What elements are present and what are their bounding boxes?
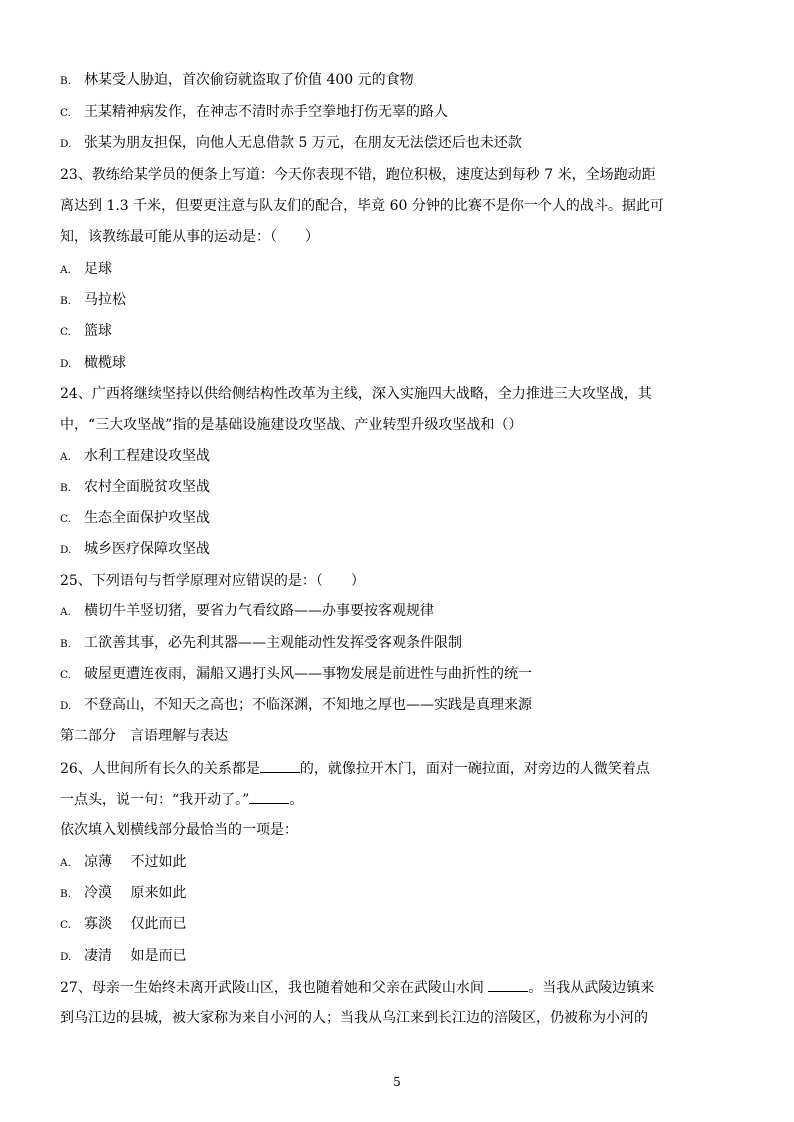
q26-instruction: 依次填入划横线部分最恰当的一项是：: [60, 822, 298, 838]
option-label: D.: [60, 700, 72, 712]
q25-option-d: [60, 695, 734, 716]
option-label: A.: [60, 264, 71, 276]
option-text: 水利工程建设攻坚战: [84, 448, 210, 464]
stem-text: 一点头，说一句：“我开动了。”: [60, 792, 250, 808]
option-label: C.: [60, 326, 71, 338]
option-label: B.: [60, 888, 72, 900]
q23-option-a: [60, 259, 734, 280]
option-text: 张某为朋友担保，向他人无息借款 5 万元，在朋友无法偿还后也未还款: [84, 135, 522, 151]
option-text: 凉薄 不过如此: [84, 854, 187, 870]
q24-stem-line-1: 24、广西将继续坚持以供给侧结构性改革为主线，深入实施四大战略，全力推进三大攻坚战，其: [60, 386, 652, 402]
page-number: 5: [393, 1075, 401, 1089]
option-label: B.: [60, 638, 72, 650]
option-text: 马拉松: [84, 292, 126, 308]
stem-text: 27、母亲一生始终未离开武陵山区，我也随着她和父亲在武陵山水间: [60, 980, 489, 996]
q24-option-d: [60, 539, 734, 560]
option-label: B.: [60, 295, 72, 307]
stem-text: 26、人世间所有长久的关系都是: [60, 761, 260, 777]
q25-option-a: [60, 601, 734, 622]
q24-option-b: [60, 477, 734, 498]
option-text: 生态全面保护攻坚战: [84, 510, 210, 526]
q26-option-d: [60, 946, 734, 967]
q23-option-c: [60, 321, 734, 342]
option-text: 林某受人胁迫，首次偷窃就盗取了价值 400 元的食物: [84, 72, 414, 88]
option-label: B.: [60, 75, 72, 87]
option-label: D.: [60, 138, 72, 150]
stem-text: 。: [289, 792, 304, 808]
option-text: 足球: [84, 261, 112, 277]
option-text: 橄榄球: [84, 355, 126, 371]
option-label: D.: [60, 358, 72, 370]
q25-stem-line-1: 25、下列语句与哲学原理对应错误的是：（ ）: [60, 573, 365, 589]
section-heading: 第二部分 言语理解与表达: [60, 728, 228, 744]
q25-option-b: [60, 633, 734, 654]
q25-option-c: [60, 664, 734, 685]
option-text: 凄清 如是而已: [84, 948, 187, 964]
option-label: A.: [60, 451, 71, 463]
option-label: C.: [60, 107, 71, 119]
q26-stem-line-2: [60, 789, 734, 810]
q26-stem-line-1: [60, 758, 734, 779]
option-text: 农村全面脱贫攻坚战: [84, 479, 210, 495]
option-label: D.: [60, 544, 72, 556]
option-label: C.: [60, 669, 71, 681]
stem-text: 的，就像拉开木门，面对一碗拉面，对旁边的人微笑着点: [299, 761, 650, 777]
option-text: 篮球: [84, 323, 112, 339]
fill-blank: [249, 789, 289, 804]
option-text: 工欲善其事，必先利其器——主观能动性发挥受客观条件限制: [84, 635, 462, 651]
q27-stem-line-1: [60, 977, 734, 998]
option-label: C.: [60, 919, 71, 931]
fill-blank: [260, 758, 300, 773]
q23-stem-line-1: 23、教练给某学员的便条上写道：今天你表现不错，跑位积极，速度达到每秒 7 米，全场跑动距: [60, 167, 656, 183]
q26-option-a: [60, 852, 734, 873]
q23-option-b: [60, 290, 734, 311]
q26-option-b: [60, 883, 734, 904]
q22-option-c: [60, 102, 734, 123]
option-text: 寡淡 仅此而已: [84, 916, 187, 932]
q22-option-b: [60, 70, 734, 91]
option-label: D.: [60, 951, 72, 963]
q23-stem-line-3: 知，该教练最可能从事的运动是：（ ）: [60, 229, 319, 245]
q24-option-a: [60, 446, 734, 467]
stem-text: 。当我从武陵边镇来: [528, 980, 655, 996]
q23-option-d: [60, 353, 734, 374]
option-label: A.: [60, 857, 71, 869]
option-label: C.: [60, 513, 71, 525]
option-text: 王某精神病发作，在神志不清时赤手空拳地打伤无辜的路人: [84, 104, 448, 120]
option-text: 不登高山，不知天之高也；不临深渊，不知地之厚也——实践是真理来源: [84, 697, 532, 713]
q22-option-d: [60, 133, 734, 154]
option-text: 城乡医疗保障攻坚战: [84, 541, 210, 557]
option-text: 横切牛羊竖切猪，要省力气看纹路——办事要按客观规律: [84, 603, 434, 619]
option-label: A.: [60, 606, 71, 618]
fill-blank: [488, 977, 528, 992]
option-text: 冷漠 原来如此: [84, 885, 187, 901]
option-label: B.: [60, 482, 72, 494]
q27-stem-line-2: 到乌江边的县城，被大家称为来自小河的人；当我从乌江来到长江边的涪陵区，仍被称为小河的: [60, 1010, 648, 1026]
q23-stem-line-2: 离达到 1.3 千米，但要更注意与队友们的配合，毕竟 60 分钟的比赛不是你一个人的战斗。据此可: [60, 198, 664, 214]
q26-option-c: [60, 914, 734, 935]
option-text: 破屋更遭连夜雨，漏船又遇打头风——事物发展是前进性与曲折性的统一: [84, 666, 532, 682]
q24-stem-line-2: 中，“三大攻坚战”指的是基础设施建设攻坚战、产业转型升级攻坚战和（）: [60, 417, 523, 433]
q24-option-c: [60, 508, 734, 529]
